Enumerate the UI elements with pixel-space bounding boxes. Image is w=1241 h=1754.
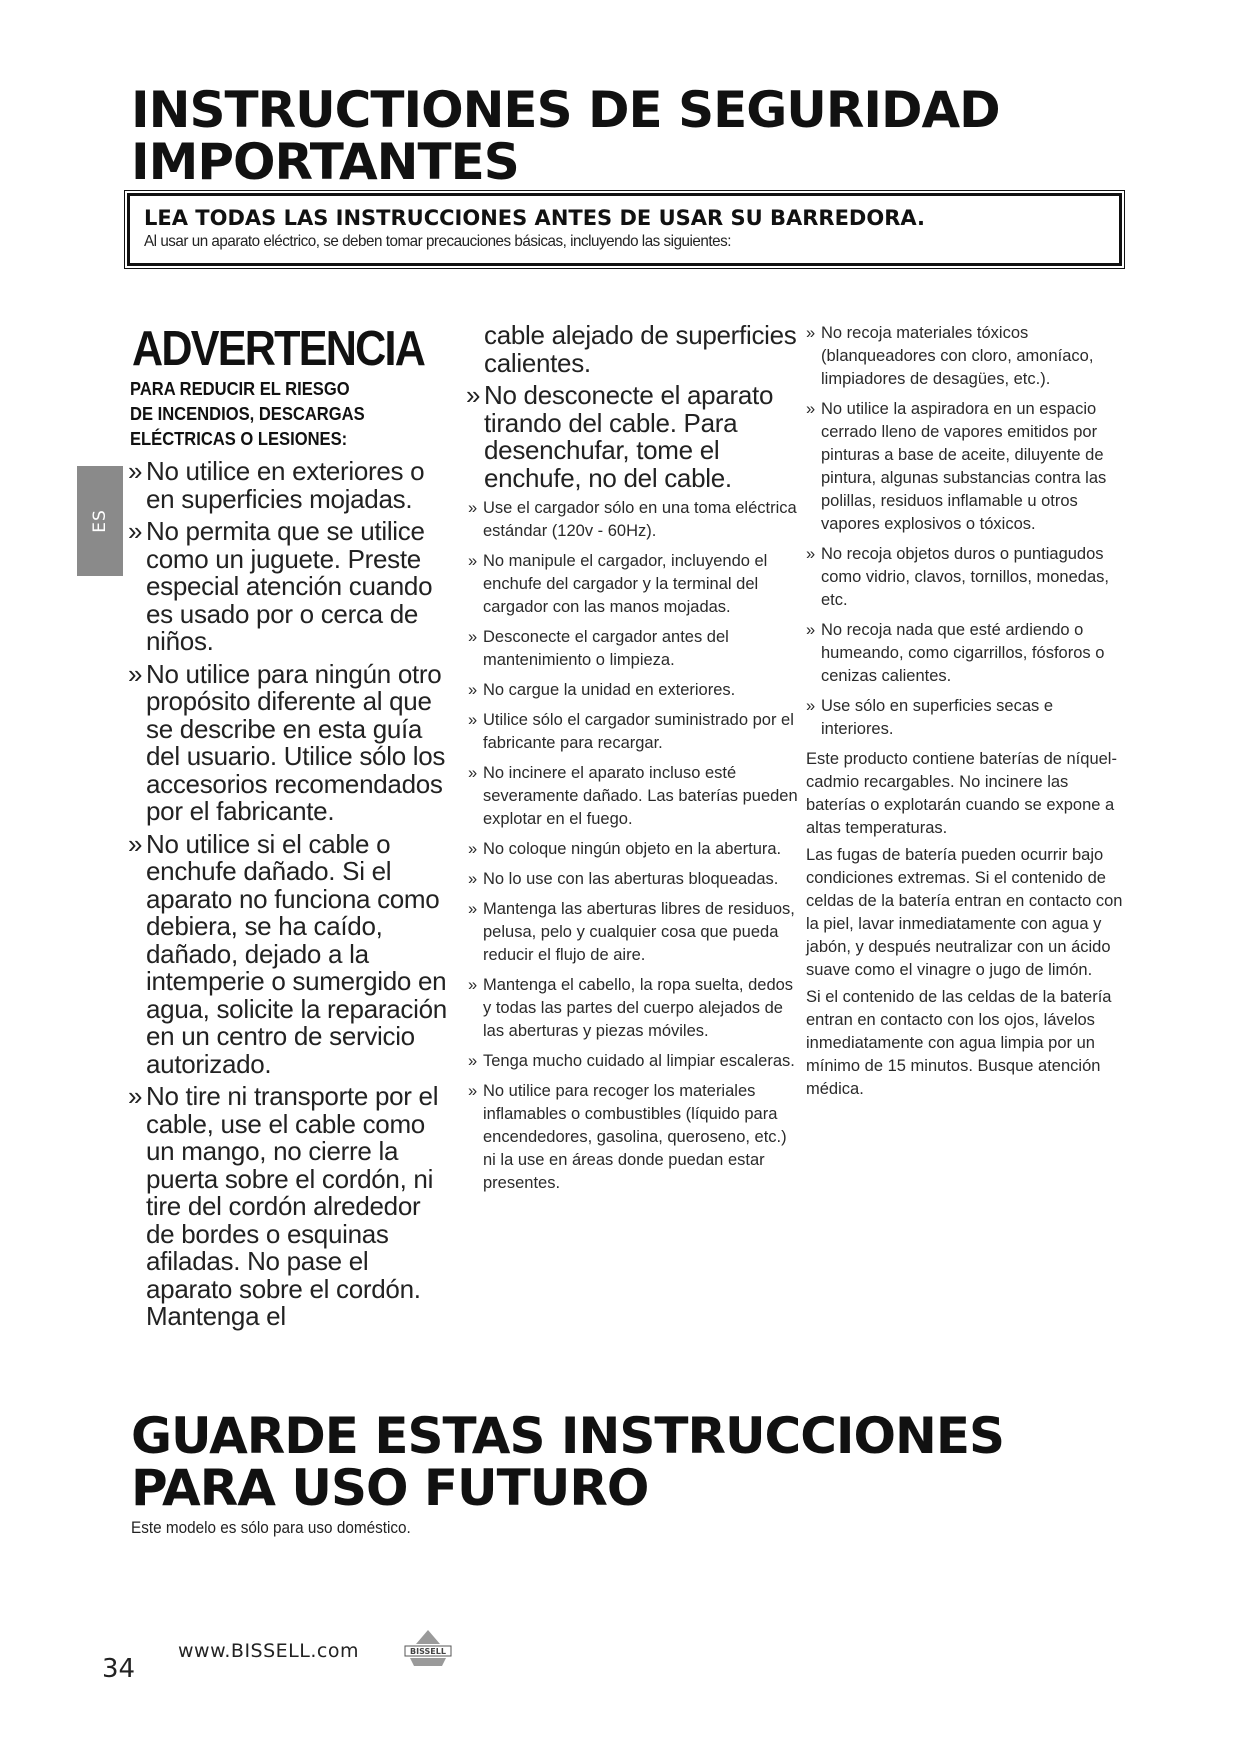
list-item: » Use el cargador sólo en una toma eléctrica estándar (120v - 60Hz). [468,497,798,543]
read-box-subtitle: Al usar un aparato eléctrico, se deben tomar precauciones básicas, incluyendo las siguientes: [144,233,731,250]
page-title: INSTRUCTIONES DE SEGURIDAD IMPORTANTES [131,81,1000,191]
col2-big-list [468,382,798,492]
list-item: » No utilice la aspiradora en un espacio cerrado lleno de vapores emitidos por pinturas a base de aceite, diluyente de pintura, algunas substancias contra las polillas, residuos inflamable u otros vapores explosivos o tóxicos. [806,398,1126,536]
list-item: » Mantenga el cabello, la ropa suelta, dedos y todas las partes del cuerpo alejados de las aberturas y piezas móviles. [468,974,798,1043]
col3-list [806,322,1126,741]
language-tab-label: ES [89,509,110,533]
battery-paragraph: Este producto contiene baterías de níquel-cadmio recargables. No incinere las baterías o explotarán cuando se expone a altas temperaturas. [806,750,1117,837]
battery-paragraph: Las fugas de batería pueden ocurrir bajo condiciones extremas. Si el contenido de celdas de la batería entran en contacto con la piel, lavar inmediatamente con agua y jabón, y después neutralizar con un ácido suave como el vinagre o jugo de limón. [806,846,1123,979]
read-box-title: LEA TODAS LAS INSTRUCCIONES ANTES DE USAR SU BARREDORA. [144,206,925,230]
list-item: » No manipule el cargador, incluyendo el enchufe del cargador y la terminal del cargador con las manos mojadas. [468,550,798,619]
list-item: » No recoja materiales tóxicos (blanqueadores con cloro, amoníaco, limpiadores de desagües, etc.). [806,322,1126,391]
col1-list [130,458,450,1331]
website-link[interactable]: www.BISSELL.com [178,1640,359,1662]
warning-heading [130,322,450,376]
list-item: » No recoja objetos duros o puntiagudos como vidrio, clavos, tornillos, monedas, etc. [806,543,1126,612]
column-2 [468,322,798,1202]
list-item: » No desconecte el aparato tirando del cable. Para desenchufar, tome el enchufe, no del cable. [468,382,798,492]
list-item: » Use sólo en superficies secas e interiores. [806,695,1126,741]
list-item: » Utilice sólo el cargador suministrado por el fabricante para recargar. [468,709,798,755]
column-3 [806,322,1126,1105]
list-item: » Desconecte el cargador antes del mantenimiento o limpieza. [468,626,798,672]
list-item: » No utilice en exteriores o en superficies mojadas. [130,458,450,513]
language-tab [77,466,123,576]
list-item: » No utilice si el cable o enchufe dañado. Si el aparato no funciona como debiera, se ha caído, dañado, dejado a la intemperie o sumergido en agua, solicite la reparación en un centro de servicio autorizado. [130,831,450,1079]
warning-word: ADVERTENCIA [132,322,425,376]
list-item: » No utilice para ningún otro propósito diferente al que se describe en esta guía del usuario. Utilice sólo los accesorios recomendados por el fabricante. [130,661,450,826]
model-note: Este modelo es sólo para uso doméstico. [131,1518,411,1537]
list-item: » No recoja nada que esté ardiendo o humeando, como cigarrillos, fósforos o cenizas calientes. [806,619,1126,688]
col2-small-list [468,497,798,1195]
list-item: » No incinere el aparato incluso esté severamente dañado. Las baterías pueden explotar en el fuego. [468,762,798,831]
warning-subtitle: PARA REDUCIR EL RIESGO DE INCENDIOS, DESCARGAS ELÉCTRICAS O LESIONES: [130,379,365,449]
bissell-logo-icon [402,1628,454,1668]
list-item: » No utilice para recoger los materiales inflamables o combustibles (líquido para encendedores, gasolina, queroseno, etc.) ni la use en áreas donde puedan estar presentes. [468,1080,798,1195]
list-item: » No cargue la unidad en exteriores. [468,679,798,702]
list-item: » No lo use con las aberturas bloqueadas. [468,868,798,891]
battery-paragraph: Si el contenido de las celdas de la batería entran en contacto con los ojos, lávelos inmediatamente con agua limpia por un mínimo de 15 minutos. Busque atención médica. [806,988,1112,1098]
read-instructions-box [127,193,1122,266]
col2-continuation: cable alejado de superficies calientes. [484,320,797,378]
list-item: » No coloque ningún objeto en la abertura. [468,838,798,861]
list-item: » Tenga mucho cuidado al limpiar escaleras. [468,1050,798,1073]
list-item: » No tire ni transporte por el cable, use el cable como un mango, no cierre la puerta sobre el cordón, ni tire del cordón alrededor de bordes o esquinas afiladas. No pase el aparato sobre el cordón. Mantenga el [130,1083,450,1331]
column-1 [130,322,450,1336]
save-instructions-title: GUARDE ESTAS INSTRUCCIONES PARA USO FUTURO [131,1407,1005,1517]
list-item: » No permita que se utilice como un juguete. Preste especial atención cuando es usado por o cerca de niños. [130,518,450,656]
page-number: 34 [102,1654,136,1684]
svg-text:BISSELL: BISSELL [410,1647,446,1656]
list-item: » Mantenga las aberturas libres de residuos, pelusa, pelo y cualquier cosa que pueda reducir el flujo de aire. [468,898,798,967]
